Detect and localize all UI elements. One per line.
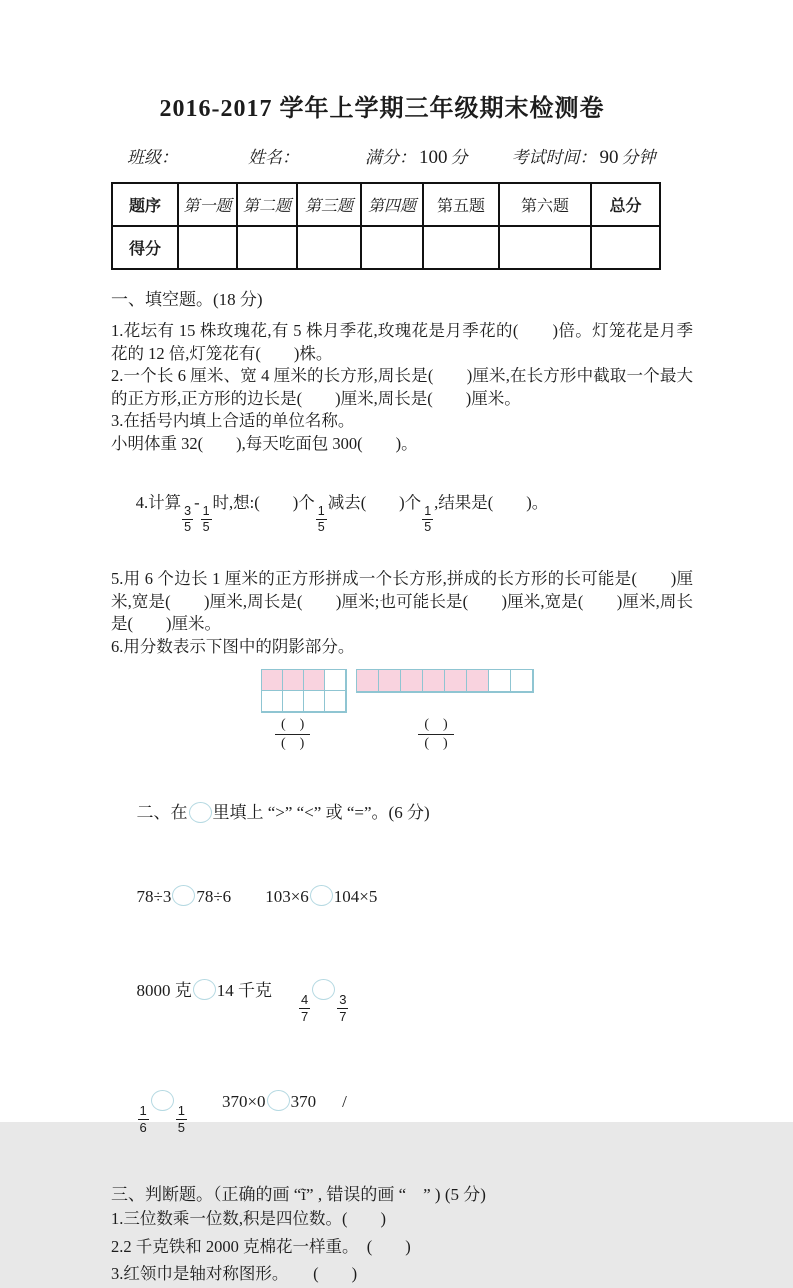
compare-circle-icon [267,1090,290,1111]
score-table [111,182,661,270]
compare-row-1: 78÷3 78÷6 103×6 104×5 [136,887,378,907]
exam-time-value: 90 [599,147,619,168]
shaded-grid-cell [401,670,423,692]
question-6: 6.用分数表示下图中的阴影部分。 [111,636,355,656]
score-label-cell: 得分 [112,226,178,269]
figure-grid-left [261,669,347,713]
name-label: 姓名： [248,148,299,167]
score-cell-empty [591,226,660,269]
q6-answer-blanks [111,717,693,752]
header-cell-tixu: 题序 [112,183,178,226]
compare-circle-icon [151,1090,174,1111]
grid-cell [325,670,346,691]
question-4: 4.计算 $\frac{3}{5}$ - $\frac{1}{5}$ 时,想:( )个 $\frac{1}{5}$ 减去( )个 $\frac{1}{5}$ ,结果是( )。 [135,492,549,534]
header-cell-total: 总分 [591,183,660,226]
compare-circle-icon [310,885,333,906]
shaded-grid-cell [467,670,489,692]
fraction-blank-left: ( ) ( ) [275,717,310,752]
question-3-line2: 小明体重 32( ),每天吃面包 300( )。 [111,433,418,453]
fraction-1-5: $\frac{1}{5}$ [424,503,432,534]
score-cell-empty [237,226,297,269]
score-cell-empty [297,226,361,269]
score-table-score-row [112,226,660,269]
section1-heading: 一、填空题。(18 分) [111,290,263,309]
fraction-3-5: $\frac{3}{5}$ [184,503,192,534]
exam-time: 考试时间： 90 分钟 [511,147,656,168]
stray-slash: / [342,1092,347,1112]
score-cell-empty [423,226,499,269]
compare-circle-icon [172,885,195,906]
compare-row-2: 8000 克 14 千克 $\frac{4}{7}$ $\frac{3}{7}$ [136,981,347,1025]
compare-circle-icon [193,979,216,1000]
grid-cell [283,691,304,712]
header-cell-q6: 第六题 [499,183,591,226]
question-1: 1.花坛有 15 株玫瑰花,有 5 株月季花,玫瑰花是月季花的( )倍。灯笼花是月季花的 12 倍,灯笼花有( )株。 [111,321,693,363]
full-score: 满分： 100 分 [365,147,468,168]
shaded-grid-cell [357,670,379,692]
header-cell-q5: 第五题 [423,183,499,226]
full-score-value: 100 [419,147,448,168]
fraction-4-7: $\frac{4}{7}$ [301,992,309,1025]
page-content [111,88,693,1288]
fraction-1-5: $\frac{1}{5}$ [202,503,210,534]
shaded-grid-cell [304,670,325,691]
fraction-1-5: $\frac{1}{5}$ [177,1103,185,1136]
fraction-blank-right: ( ) ( ) [418,717,453,752]
grid-cell [304,691,325,712]
judgment-item-3: 3.红领巾是轴对称图形。 ( ) [111,1264,358,1284]
header-cell-q1: 第一题 [178,183,237,226]
grid-cell [325,691,346,712]
score-cell-empty [361,226,423,269]
grid-cell [489,670,511,692]
question-3-line1: 3.在括号内填上合适的单位名称。 [111,411,355,430]
judgment-item-1: 1.三位数乘一位数,积是四位数。( ) [111,1209,386,1229]
judgment-item-2: 2.2 千克铁和 2000 克棉花一样重。 ( ) [111,1236,411,1256]
grid-cell [262,691,283,712]
fraction-1-5: $\frac{1}{5}$ [317,503,325,534]
header-cell-q3: 第三题 [297,183,361,226]
header-cell-q2: 第二题 [237,183,297,226]
fraction-3-7: $\frac{3}{7}$ [339,992,347,1025]
compare-circle-icon [312,979,335,1000]
section2-heading: 二、在 里填上 “>” “<” 或 “=”。(6 分) [136,803,430,823]
score-cell-empty [499,226,591,269]
score-cell-empty [178,226,237,269]
section3-heading: 三、判断题。（正确的画 “ĩ” , 错误的画 “ ” ) (5 分) [111,1185,486,1205]
exam-info-line [111,143,693,169]
shaded-grid-cell [283,670,304,691]
header-cell-q4: 第四题 [361,183,423,226]
figure-grid-right [356,669,534,693]
fraction-1-6: $\frac{1}{6}$ [139,1103,147,1136]
shaded-grid-cell [445,670,467,692]
q6-figures [111,669,693,713]
shaded-grid-cell [379,670,401,692]
question-2: 2.一个长 6 厘米、宽 4 厘米的长方形,周长是( )厘米,在长方形中截取一个最大的正方形,正方形的边长是( )厘米,周长是( )厘米。 [111,366,693,408]
score-table-header-row [112,183,660,226]
shaded-grid-cell [423,670,445,692]
class-label: 班级： [127,148,178,167]
page-title: 2016-2017 学年上学期三年级期末检测卷 [159,96,605,122]
grid-cell [511,670,533,692]
compare-row-3: $\frac{1}{6}$ $\frac{1}{5}$ 370×0 370 / [139,1092,347,1136]
question-5: 5.用 6 个边长 1 厘米的正方形拼成一个长方形,拼成的长方形的长可能是( )厘米,宽是( )厘米,周长是( )厘米;也可能长是( )厘米,宽是( )厘米,周长是( )厘米。 [111,569,693,633]
compare-circle-icon [189,802,212,823]
shaded-grid-cell [262,670,283,691]
